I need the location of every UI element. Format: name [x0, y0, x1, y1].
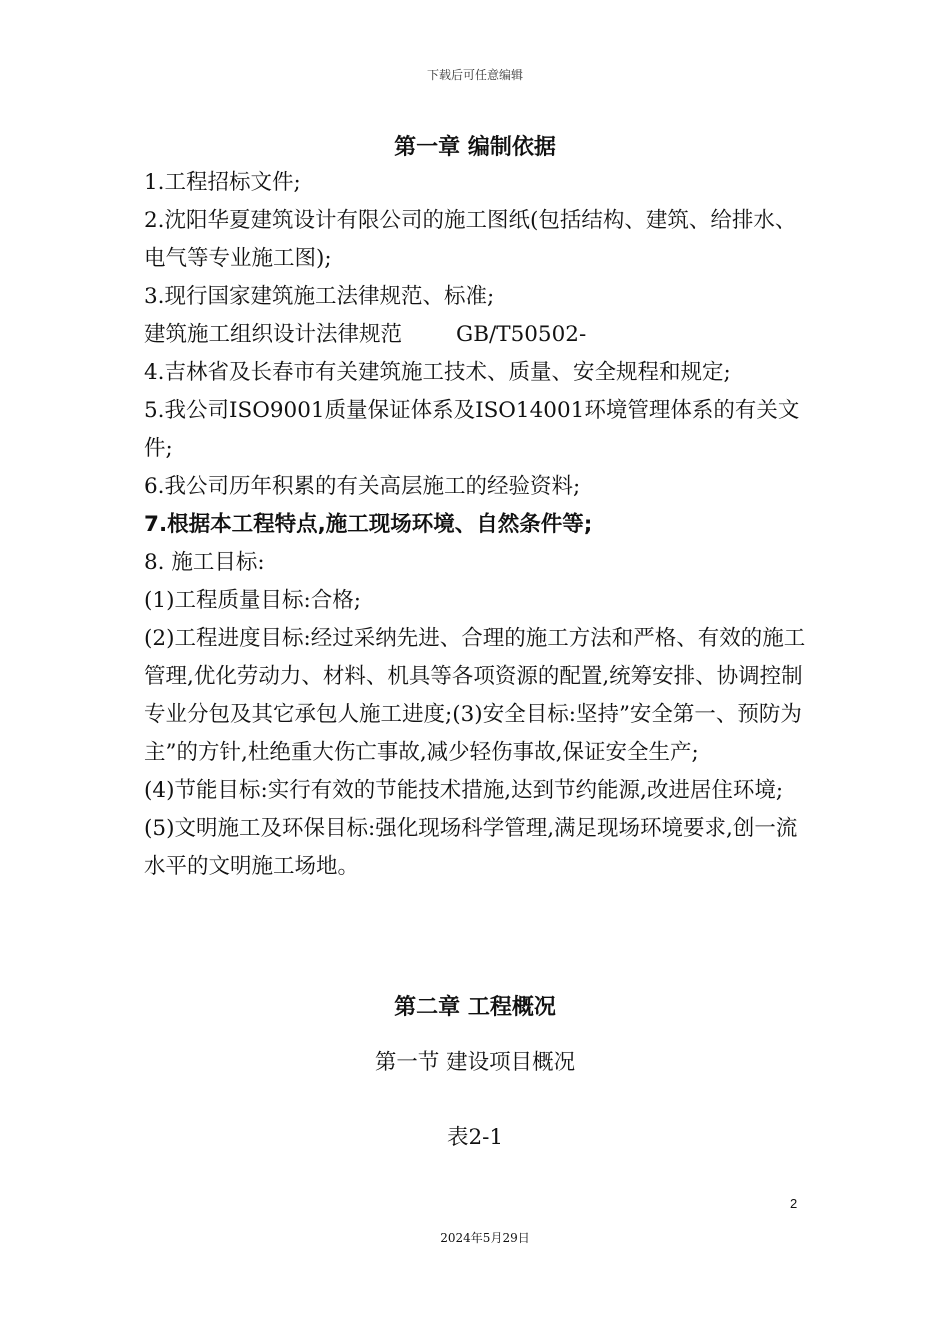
goal-quality: (1)工程质量目标:合格;: [144, 588, 361, 613]
item-3: 3.现行国家建筑施工法律规范、标准;: [144, 284, 495, 309]
standard-line: [144, 316, 812, 354]
footer-date: 2024年5月29日: [440, 1231, 530, 1245]
chapter-1-body: [144, 164, 812, 886]
goal-civilized-construction: (5)文明施工及环保目标:强化现场科学管理,满足现场环境要求,创一流水平的文明施工场地。: [144, 816, 798, 879]
item-1: 1.工程招标文件;: [144, 170, 301, 195]
chapter-1-title: 第一章 编制依据: [394, 135, 556, 160]
header-note: 下载后可任意编辑: [426, 68, 523, 82]
standard-name: 建筑施工组织设计法律规范: [144, 322, 403, 347]
item-7: 7.根据本工程特点,施工现场环境、自然条件等;: [144, 512, 593, 537]
section-title: 第一节 建设项目概况: [374, 1050, 576, 1075]
item-6: 6.我公司历年积累的有关高层施工的经验资料;: [144, 474, 581, 499]
item-4: 4.吉林省及长春市有关建筑施工技术、质量、安全规程和规定;: [144, 360, 731, 385]
goal-schedule-safety: (2)工程进度目标:经过采纳先进、合理的施工方法和严格、有效的施工管理,优化劳动力、材料、机具等各项资源的配置,统筹安排、协调控制专业分包及其它承包人施工进度;(3)安全目标:坚持”安全第一、预防为主”的方针,杜绝重大伤亡事故,减少轻伤事故,保证安全生产;: [144, 626, 806, 765]
item-8: 8. 施工目标:: [144, 550, 265, 575]
table-caption: 表2-1: [446, 1125, 504, 1150]
item-2: 2.沈阳华夏建筑设计有限公司的施工图纸(包括结构、建筑、给排水、电气等专业施工图);: [144, 208, 797, 271]
item-5: 5.我公司ISO9001质量保证体系及ISO14001环境管理体系的有关文件;: [144, 398, 800, 461]
standard-code: GB/T50502-: [456, 322, 587, 347]
goal-energy: (4)节能目标:实行有效的节能技术措施,达到节约能源,改进居住环境;: [144, 778, 784, 803]
page-number: 2: [790, 1196, 798, 1211]
chapter-2-title: 第二章 工程概况: [394, 995, 556, 1020]
